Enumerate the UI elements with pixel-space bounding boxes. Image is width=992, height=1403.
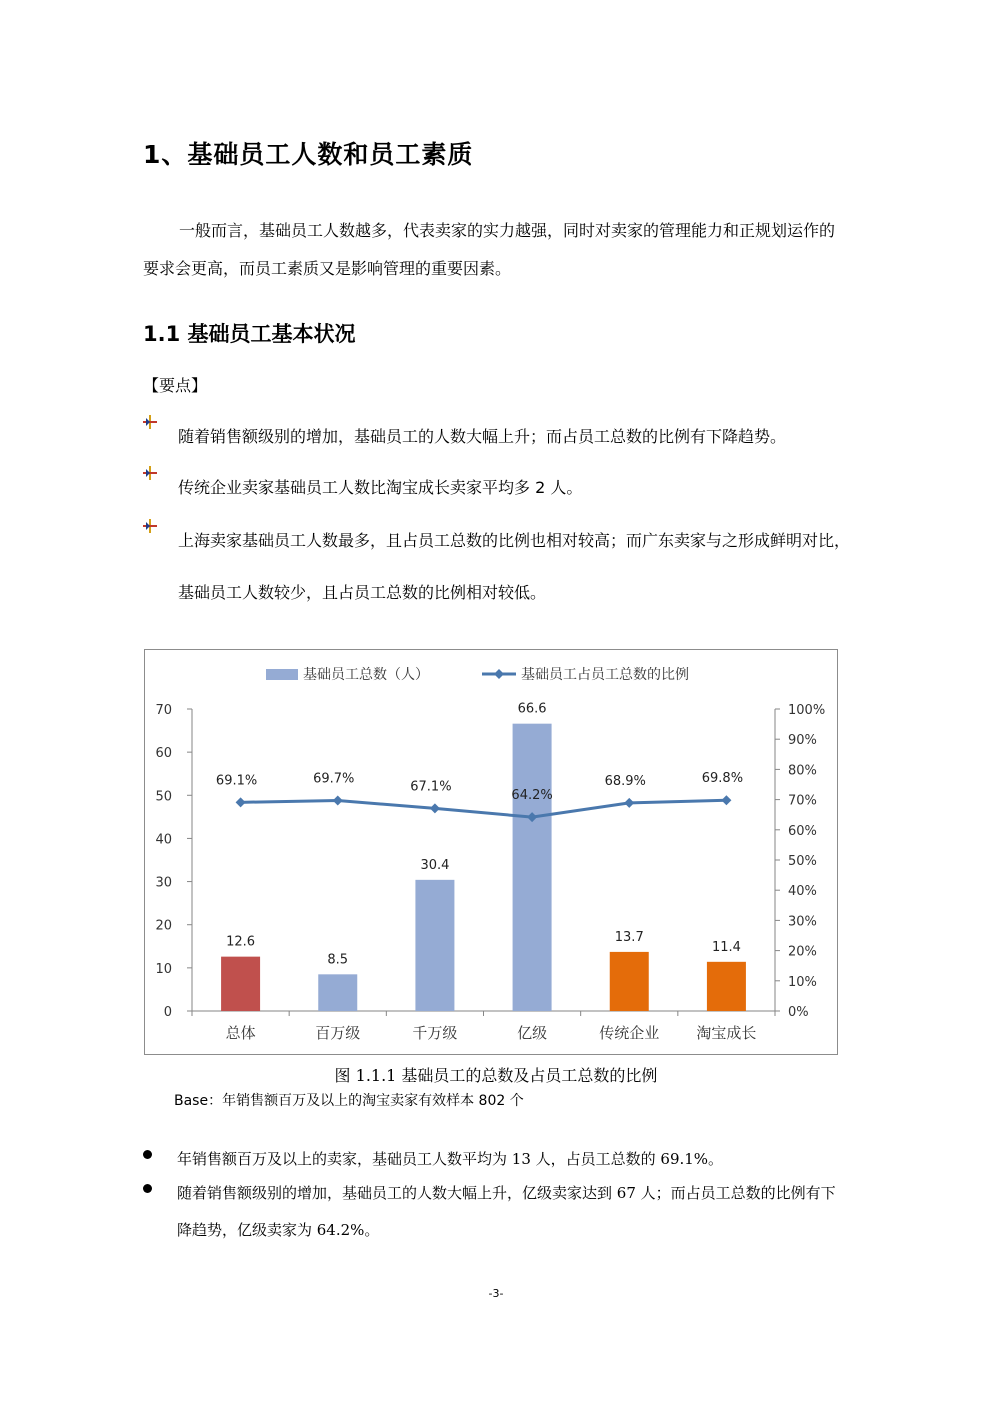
y-right-tick-label: 40% [788,884,817,900]
line-data-label: 64.2% [511,788,553,804]
x-tick-label: 总体 [225,1024,256,1042]
y-left-tick-label: 60 [155,746,172,762]
y-right-tick-label: 30% [788,914,817,930]
key-point-text: 随着销售额级别的增加，基础员工的人数大幅上升；而占员工总数的比例有下降趋势。 [178,427,787,446]
bar [318,974,357,1011]
y-left-tick-label: 50 [155,789,172,805]
x-tick-label: 亿级 [517,1024,548,1042]
ratio-line [241,800,727,817]
bar [513,724,552,1011]
chart-legend [266,666,689,683]
subsection-heading: 1.1 基础员工基本状况 [143,322,356,346]
key-point-text: 上海卖家基础员工人数最多，且占员工总数的比例也相对较高；而广东卖家与之形成鲜明对比，基础员工人数较少，且占员工总数的比例相对较低。 [178,531,851,602]
y-left-tick-label: 10 [155,961,172,977]
figure-caption: 图 1.1.1 基础员工的总数及占员工总数的比例 [334,1066,658,1085]
line-point [236,797,246,807]
bullet-item [143,1175,843,1249]
page-number: -3- [488,1287,504,1300]
line-data-label: 69.7% [313,771,355,787]
key-point [143,462,853,514]
y-right-tick-label: 50% [788,854,817,869]
y-left-tick-label: 70 [155,703,172,718]
y-right-tick-label: 80% [788,763,817,779]
intro-paragraph: 一般而言，基础员工人数越多，代表卖家的实力越强，同时对卖家的管理能力和正规划运作的要求会更高，而员工素质又是影响管理的重要因素。 [143,221,836,278]
line-data-label: 69.1% [215,773,258,789]
key-points-label: 【要点】 [143,376,208,395]
key-point [143,515,853,619]
x-tick-label: 淘宝成长 [696,1024,757,1042]
line-data-label: 69.8% [701,771,744,787]
x-tick-label: 传统企业 [599,1024,660,1042]
line-point [333,796,343,806]
x-tick-label: 百万级 [315,1024,361,1042]
bullet-dot-icon [143,1184,152,1193]
key-point [143,411,853,463]
bar [221,957,260,1011]
y-right-tick-label: 20% [788,944,817,960]
bullet-text: 随着销售额级别的增加，基础员工的人数大幅上升，亿级卖家达到 67 人；而占员工总数的比例有下降趋势，亿级卖家为 64.2%。 [177,1184,836,1239]
legend-marker [494,669,504,679]
bullet-text: 年销售额百万及以上的卖家，基础员工人数平均为 13 人，占员工总数的 69.1%。 [177,1150,724,1168]
x-tick-label: 千万级 [412,1024,458,1042]
section-heading: 1、基础员工人数和员工素质 [143,140,474,169]
line-point [721,795,731,805]
y-left-tick-label: 30 [155,875,172,891]
arrow-bullet-icon [143,415,157,429]
bar-data-label: 66.6 [517,701,547,717]
bar-data-label: 30.4 [420,857,450,873]
legend-bar-swatch [266,669,298,680]
arrow-bullet-icon [143,466,157,480]
base-note: Base：年销售额百万及以上的淘宝卖家有效样本 802 个 [174,1093,524,1109]
bar-data-label: 13.7 [614,929,644,945]
y-right-tick-label: 60% [788,823,817,839]
combo-chart [145,650,837,1054]
line-point [430,803,440,813]
arrow-bullet-icon [143,519,157,533]
line-data-label: 67.1% [410,779,452,795]
key-point-text: 传统企业卖家基础员工人数比淘宝成长卖家平均多 2 人。 [178,478,583,497]
y-right-tick-label: 100% [788,703,826,718]
bar [610,952,649,1011]
bullet-dot-icon [143,1150,152,1159]
y-right-tick-label: 0% [788,1005,809,1020]
line-point [624,798,634,808]
chart-frame [144,649,838,1055]
bar-data-label: 8.5 [327,952,349,968]
bullet-item [143,1141,843,1178]
y-right-tick-label: 70% [788,793,817,809]
bar [415,880,454,1011]
y-right-tick-label: 90% [788,733,817,749]
y-left-tick-label: 0 [163,1005,172,1020]
bar [707,962,746,1011]
y-left-tick-label: 40 [155,832,172,848]
y-right-tick-label: 10% [788,974,817,990]
legend-label: 基础员工占员工总数的比例 [521,667,689,683]
legend-label: 基础员工总数（人） [303,667,429,683]
y-left-tick-label: 20 [155,918,172,934]
bar-data-label: 12.6 [226,934,256,950]
line-data-label: 68.9% [604,773,646,789]
bar-data-label: 11.4 [711,939,741,955]
